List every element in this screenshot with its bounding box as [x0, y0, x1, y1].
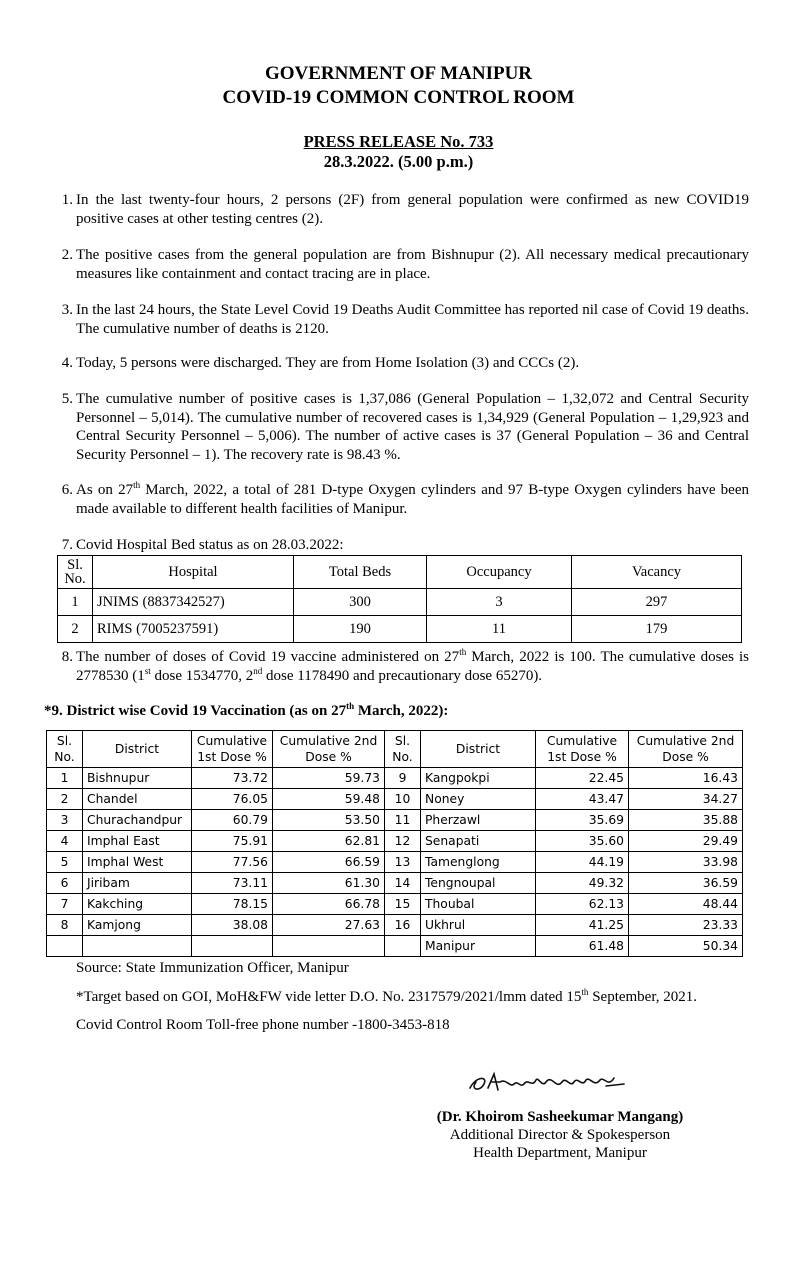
table-cell: 11 [385, 810, 421, 831]
vaccination-section-title: *9. District wise Covid 19 Vaccination (as on 27th March, 2022): [44, 701, 449, 719]
table-cell: 35.88 [629, 810, 743, 831]
table-cell [47, 936, 83, 957]
table-cell: Imphal East [83, 831, 192, 852]
bed-table-header [58, 556, 742, 589]
table-cell: Tamenglong [421, 852, 536, 873]
table-cell: 41.25 [536, 915, 629, 936]
paragraph-6: 6. As on 27th March, 2022, a total of 281 D-type Oxygen cylinders and 97 B-type Oxygen cylinders have been made available to different health facilities of Manipur. [61, 480, 749, 517]
table-cell: Manipur [421, 936, 536, 957]
header-vacancy: Vacancy [572, 556, 742, 589]
table-cell: Senapati [421, 831, 536, 852]
table-cell: 35.69 [536, 810, 629, 831]
header-sl-no: Sl. No. [58, 556, 93, 589]
table-cell [83, 936, 192, 957]
paragraph-3: 3. In the last 24 hours, the State Level Covid 19 Deaths Audit Committee has reported nil case of Covid 19 deaths. The cumulative number of deaths is 2120. [61, 302, 749, 337]
source-note: Source: State Immunization Officer, Manipur [76, 960, 349, 976]
table-cell: Ukhrul [421, 915, 536, 936]
table-row: 1 JNIMS (8837342527) 300 3 297 [58, 589, 742, 616]
table-cell: 2 [47, 789, 83, 810]
table-row [47, 936, 743, 957]
table-cell [273, 936, 385, 957]
table-cell: 9 [385, 768, 421, 789]
table-cell: 36.59 [629, 873, 743, 894]
table-cell: 8 [47, 915, 83, 936]
paragraph-4: 4. Today, 5 persons were discharged. They are from Home Isolation (3) and CCCs (2). [61, 355, 580, 371]
table-cell: 77.56 [192, 852, 273, 873]
table-cell: Jiribam [83, 873, 192, 894]
table-cell: 62.13 [536, 894, 629, 915]
table-cell: Bishnupur [83, 768, 192, 789]
toll-free-note: Covid Control Room Toll-free phone number -1800-3453-818 [76, 1017, 450, 1033]
table-cell: 60.79 [192, 810, 273, 831]
table-row [47, 810, 743, 831]
table-cell: 5 [47, 852, 83, 873]
table-cell: 12 [385, 831, 421, 852]
table-cell: 6 [47, 873, 83, 894]
table-cell: Thoubal [421, 894, 536, 915]
table-row [47, 768, 743, 789]
press-release-number: PRESS RELEASE No. 733 [303, 132, 494, 151]
table-cell: 38.08 [192, 915, 273, 936]
paragraph-1: 1. In the last twenty-four hours, 2 persons (2F) from general population were confirmed as new COVID19 positive cases at other testing centres (2). [61, 192, 749, 227]
vaccination-table [46, 730, 743, 957]
table-cell: 59.73 [273, 768, 385, 789]
header-hospital: Hospital [93, 556, 294, 589]
government-heading: GOVERNMENT OF MANIPUR [264, 63, 533, 84]
table-cell: 73.72 [192, 768, 273, 789]
table-cell: 59.48 [273, 789, 385, 810]
table-row [47, 831, 743, 852]
table-cell: Kamjong [83, 915, 192, 936]
table-cell: 15 [385, 894, 421, 915]
table-cell [192, 936, 273, 957]
signature-image [466, 1066, 631, 1096]
table-cell: 16.43 [629, 768, 743, 789]
table-cell: 76.05 [192, 789, 273, 810]
table-cell: 73.11 [192, 873, 273, 894]
table-cell: 13 [385, 852, 421, 873]
table-cell: Tengnoupal [421, 873, 536, 894]
table-row: 2 RIMS (7005237591) 190 11 179 [58, 616, 742, 643]
table-cell: 7 [47, 894, 83, 915]
table-cell: Kakching [83, 894, 192, 915]
table-cell: 14 [385, 873, 421, 894]
hospital-bed-table [57, 555, 742, 643]
control-room-heading: COVID-19 COMMON CONTROL ROOM [222, 87, 575, 108]
target-note: *Target based on GOI, MoH&FW vide letter D.O. No. 2317579/2021/lmm dated 15th September, 2021. [76, 987, 697, 1005]
table-cell: 62.81 [273, 831, 385, 852]
paragraph-7: 7. Covid Hospital Bed status as on 28.03.2022: [61, 537, 344, 553]
header-occupancy: Occupancy [427, 556, 572, 589]
table-cell: 23.33 [629, 915, 743, 936]
table-row [47, 873, 743, 894]
table-cell: 29.49 [629, 831, 743, 852]
vax-table-header: Sl. No. District Cumulative 1st Dose % Cumulative 2nd Dose % Sl. No. District Cumulative 1st Dose % Cumulative 2nd Dose % [47, 731, 743, 768]
table-cell: 75.91 [192, 831, 273, 852]
table-cell: 48.44 [629, 894, 743, 915]
table-cell: 53.50 [273, 810, 385, 831]
table-row [47, 915, 743, 936]
table-cell: Pherzawl [421, 810, 536, 831]
table-cell: 49.32 [536, 873, 629, 894]
table-cell: 44.19 [536, 852, 629, 873]
table-cell: 43.47 [536, 789, 629, 810]
signatory-department: Health Department, Manipur [473, 1145, 647, 1161]
table-row [47, 852, 743, 873]
table-cell: 3 [47, 810, 83, 831]
table-cell: 10 [385, 789, 421, 810]
table-row [47, 789, 743, 810]
table-cell: 50.34 [629, 936, 743, 957]
table-cell: 61.48 [536, 936, 629, 957]
table-cell [385, 936, 421, 957]
table-row [47, 894, 743, 915]
header-total-beds: Total Beds [294, 556, 427, 589]
table-cell: 66.78 [273, 894, 385, 915]
table-cell: 27.63 [273, 915, 385, 936]
table-cell: 66.59 [273, 852, 385, 873]
table-cell: Chandel [83, 789, 192, 810]
table-cell: Kangpokpi [421, 768, 536, 789]
press-release-datetime: 28.3.2022. (5.00 p.m.) [323, 152, 474, 171]
table-cell: 34.27 [629, 789, 743, 810]
paragraph-8: 8. The number of doses of Covid 19 vaccine administered on 27th March, 2022 is 100. The cumulative doses is 2778530 (1st dose 1534770, 2nd dose 1178490 and precautionary dose 65270). [61, 647, 749, 684]
table-cell: Churachandpur [83, 810, 192, 831]
table-cell: 16 [385, 915, 421, 936]
table-cell: Noney [421, 789, 536, 810]
table-cell: 35.60 [536, 831, 629, 852]
table-cell: 1 [47, 768, 83, 789]
paragraph-2: 2. The positive cases from the general population are from Bishnupur (2). All necessary medical precautionary measures like containment and contact tracing are in place. [61, 247, 749, 282]
table-cell: 22.45 [536, 768, 629, 789]
table-cell: 4 [47, 831, 83, 852]
table-cell: Imphal West [83, 852, 192, 873]
table-cell: 78.15 [192, 894, 273, 915]
signatory-name: (Dr. Khoirom Sasheekumar Mangang) [436, 1109, 684, 1125]
table-cell: 33.98 [629, 852, 743, 873]
table-cell: 61.30 [273, 873, 385, 894]
paragraph-5: 5. The cumulative number of positive cases is 1,37,086 (General Population – 1,32,072 and Central Security Personnel – 5,014). The cumulative number of recovered cases is 1,34,929 (General Population – 1,29,923 and Central Security Personnel – 5,006). The number of active cases is 37 (General Population – 36 and Central Security Personnel – 1). The recovery rate is 98.43 %. [61, 391, 749, 463]
signatory-title: Additional Director & Spokesperson [449, 1127, 671, 1143]
